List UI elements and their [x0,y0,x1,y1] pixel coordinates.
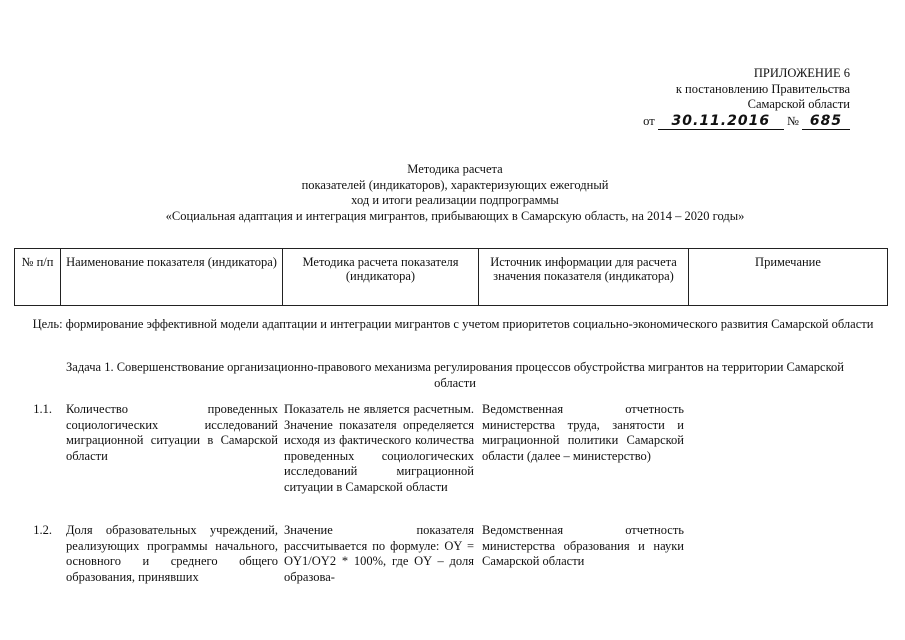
resolution-reference: к постановлению Правительства [675,81,850,96]
column-header-note: Примечание [755,255,821,269]
column-header-indicator-name: Наименование показателя (индикатора) [61,249,283,305]
appendix-header [560,66,850,130]
table-row [14,402,888,495]
document-title [60,162,850,224]
title-line-3: ход и итоги реализации подпрограммы [351,193,559,207]
task-statement: Задача 1. Совершенствование организационно-правового механизма регулирования процессов обустройства мигрантов на территории Самарской области [66,360,844,390]
indicator-note [688,402,886,495]
indicator-method: Показатель не является расчетным. Значение показателя определяется исходя из фактического количества проведенных социологических исследований миграционной ситуации в Самарской области [284,402,474,494]
table-header [14,248,888,306]
row-number: 1.1. [33,402,52,416]
handwritten-date: 30.11.2016 [658,114,784,130]
handwritten-number: 685 [802,114,850,130]
row-number: 1.2. [33,523,52,537]
indicator-source: Ведомственная отчетность министерства образования и науки Самарской области [482,523,684,568]
region-name: Самарской области [747,97,850,111]
indicator-name: Доля образовательных учреждений, реализующих программы начального, основного и среднего общего образования, принявших [66,523,278,584]
column-header-method: Методика расчета показателя (индикатора) [283,249,479,305]
appendix-title: ПРИЛОЖЕНИЕ 6 [753,66,850,80]
column-header-number: № п/п [15,249,61,305]
indicator-name: Количество проведенных социологических исследований миграционной ситуации в Самарской области [66,402,278,463]
indicator-source: Ведомственная отчетность министерства труда, занятости и миграционной политики Самарской области (далее – министерство) [482,402,684,463]
resolution-date-number [560,114,850,130]
number-label: № [786,113,799,128]
title-line-4: «Социальная адаптация и интеграция мигрантов, прибывающих в Самарскую область, на 2014 – 2020 годы» [165,208,745,223]
indicator-method: Значение показателя рассчитывается по формуле: OY = OY1/OY2 * 100%, где OY – доля образова- [284,523,474,584]
goal-statement: Цель: формирование эффективной модели адаптации и интеграции мигрантов с учетом приоритетов социально-экономического развития Самарской области [32,317,874,331]
column-header-source: Источник информации для расчета значения показателя (индикатора) [479,249,689,305]
indicator-note [688,523,886,585]
from-label: от [643,113,655,128]
title-line-2: показателей (индикаторов), характеризующих ежегодный [301,177,609,192]
title-line-1: Методика расчета [407,162,503,176]
table-row [14,523,888,585]
